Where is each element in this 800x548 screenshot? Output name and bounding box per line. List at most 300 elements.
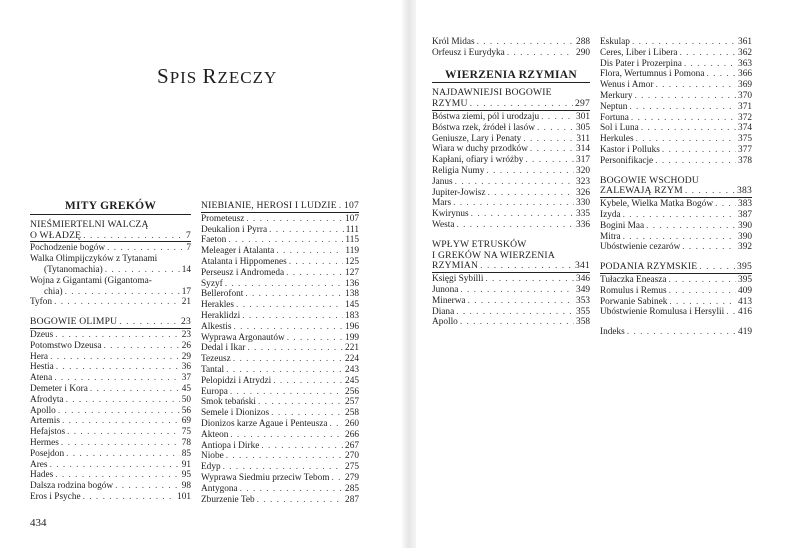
toc-entry[interactable] bbox=[201, 462, 359, 473]
section-heading-line[interactable] bbox=[432, 261, 590, 272]
entry-title: Meleager i Atalanta bbox=[201, 246, 275, 257]
dot-leader bbox=[257, 495, 343, 506]
entry-title: Kybele, Wielka Matka Bogów bbox=[600, 199, 714, 210]
section-heading-line[interactable] bbox=[432, 99, 590, 110]
entry-page-number: 320 bbox=[576, 165, 590, 176]
entry-page-number: 196 bbox=[345, 321, 359, 332]
toc-entry[interactable] bbox=[432, 296, 590, 307]
entry-title: Wiara w duchy przodków bbox=[432, 144, 528, 155]
entry-title: Bóstwa rzek, źródeł i lasów bbox=[432, 122, 536, 133]
entry-page-number: 363 bbox=[738, 58, 752, 69]
entry-page-number: 330 bbox=[576, 198, 590, 209]
dot-leader bbox=[685, 186, 735, 197]
dot-leader bbox=[105, 265, 180, 276]
section-heading bbox=[600, 176, 752, 199]
toc-entry[interactable] bbox=[600, 113, 752, 124]
dot-leader bbox=[488, 188, 575, 199]
section-heading-line[interactable] bbox=[30, 317, 191, 328]
entry-page-number: 362 bbox=[738, 47, 752, 58]
entry-title: Kastor i Polluks bbox=[600, 144, 660, 155]
entry-title: Porwanie Sabinek bbox=[600, 296, 668, 307]
entry-title: Heraklidzi bbox=[201, 310, 241, 321]
dot-leader bbox=[226, 365, 343, 376]
dot-leader bbox=[54, 297, 180, 308]
dot-leader bbox=[530, 144, 574, 155]
dot-leader bbox=[455, 177, 574, 188]
entry-title: Jupiter-Jowisz bbox=[432, 187, 486, 198]
entry-page-number: 257 bbox=[345, 397, 359, 408]
spacer bbox=[600, 318, 752, 327]
entry-page-number: 14 bbox=[181, 264, 191, 275]
entry-page-number: 37 bbox=[181, 373, 191, 384]
dot-leader bbox=[646, 221, 736, 232]
dot-leader bbox=[230, 387, 343, 398]
section-heading bbox=[201, 201, 359, 213]
dot-leader bbox=[655, 156, 736, 167]
entry-page-number: 107 bbox=[345, 213, 359, 224]
entry-title: Flora, Wertumnus i Pomona bbox=[600, 69, 705, 80]
dot-leader bbox=[66, 395, 180, 406]
entry-title: Hermes bbox=[30, 437, 59, 448]
dot-leader bbox=[55, 470, 179, 481]
entry-title: Ceres, Liber i Libera bbox=[600, 47, 678, 58]
dot-leader bbox=[119, 317, 179, 328]
entry-title: Westa bbox=[432, 219, 455, 230]
entry-page-number: 353 bbox=[576, 295, 590, 306]
dot-leader bbox=[682, 242, 736, 253]
dot-leader bbox=[245, 289, 343, 300]
dot-leader bbox=[726, 307, 736, 318]
entry-title: Junona bbox=[432, 284, 459, 295]
toc-entry[interactable] bbox=[600, 69, 752, 80]
toc-entry[interactable] bbox=[201, 279, 359, 290]
toc-entry[interactable] bbox=[432, 134, 590, 145]
dot-leader bbox=[67, 427, 180, 438]
entry-page-number: 366 bbox=[738, 69, 752, 80]
entry-title: Tułaczka Eneasza bbox=[600, 274, 667, 285]
toc-entry[interactable] bbox=[30, 427, 191, 438]
toc-entry[interactable] bbox=[600, 199, 752, 210]
dot-leader bbox=[50, 352, 180, 363]
dot-leader bbox=[50, 460, 180, 471]
entry-title: Janus bbox=[432, 176, 453, 187]
entry-title: Semele i Dionizos bbox=[201, 408, 270, 419]
toc-entry[interactable] bbox=[201, 354, 359, 365]
entry-title: WPŁYW ETRUSKÓW bbox=[432, 238, 527, 250]
entry-title: (Tytanomachia) bbox=[44, 264, 103, 275]
entry-title: Minerwa bbox=[432, 295, 466, 306]
dot-leader bbox=[233, 354, 343, 365]
dot-leader bbox=[55, 330, 179, 341]
toc-entry[interactable] bbox=[432, 112, 590, 123]
toc-entry[interactable] bbox=[30, 492, 191, 503]
entry-page-number: 390 bbox=[738, 220, 752, 231]
entry-page-number: 115 bbox=[345, 235, 359, 246]
toc-entry[interactable] bbox=[201, 333, 359, 344]
section-heading-line[interactable] bbox=[432, 240, 590, 251]
entry-title: RZYMU bbox=[432, 98, 468, 110]
entry-title: Wojna z Gigantami (Gigantoma- bbox=[30, 275, 152, 286]
entry-page-number: 75 bbox=[181, 427, 191, 438]
dot-leader bbox=[456, 307, 574, 318]
toc-entry[interactable] bbox=[600, 80, 752, 91]
dot-leader bbox=[662, 145, 736, 156]
toc-entry[interactable] bbox=[600, 221, 752, 232]
toc-entry[interactable] bbox=[432, 144, 590, 155]
toc-entry[interactable] bbox=[30, 243, 191, 254]
toc-entry[interactable] bbox=[201, 419, 359, 430]
entry-title: Wyprawa Siedmiu przeciw Tebom bbox=[201, 472, 330, 483]
toc-entry[interactable] bbox=[30, 297, 191, 308]
entry-title: Zburzenie Teb bbox=[201, 494, 255, 505]
entry-title: Kwirynus bbox=[432, 209, 469, 220]
toc-entry[interactable] bbox=[432, 37, 590, 48]
entry-page-number: 125 bbox=[345, 256, 359, 267]
entry-title: RZYMIAN bbox=[432, 260, 479, 272]
dot-leader bbox=[56, 362, 180, 373]
entry-title: Hades bbox=[30, 470, 54, 481]
toc-entry[interactable] bbox=[30, 460, 191, 471]
toc-entry[interactable] bbox=[30, 341, 191, 352]
toc-entry[interactable] bbox=[201, 484, 359, 495]
toc-entry[interactable] bbox=[30, 416, 191, 427]
toc-entry[interactable] bbox=[30, 470, 191, 481]
dot-leader bbox=[456, 220, 574, 231]
toc-entry[interactable] bbox=[600, 307, 752, 318]
toc-entry[interactable] bbox=[201, 268, 359, 279]
toc-column-roman-gods bbox=[600, 37, 752, 338]
toc-entry[interactable] bbox=[30, 287, 191, 298]
toc-entry[interactable] bbox=[432, 48, 590, 59]
toc-entry[interactable] bbox=[201, 343, 359, 354]
dot-leader bbox=[330, 419, 344, 430]
entry-title: Fortuna bbox=[600, 112, 629, 123]
book-gutter bbox=[402, 0, 416, 548]
dot-leader bbox=[623, 210, 736, 221]
toc-entry[interactable] bbox=[600, 145, 752, 156]
dot-leader bbox=[635, 91, 737, 102]
entry-title: Wyprawa Argonautów bbox=[201, 332, 285, 343]
section-heading-line[interactable] bbox=[201, 201, 359, 212]
entry-page-number: 36 bbox=[181, 362, 191, 373]
entry-title: Sol i Luna bbox=[600, 123, 639, 134]
toc-entry[interactable] bbox=[600, 286, 752, 297]
section-heading-line[interactable] bbox=[600, 186, 752, 197]
toc-entry[interactable] bbox=[600, 156, 752, 167]
toc-entry[interactable] bbox=[432, 307, 590, 318]
entry-title: NIEŚMIERTELNI WALCZĄ bbox=[30, 218, 149, 230]
toc-entry[interactable] bbox=[432, 274, 590, 285]
entry-page-number: 243 bbox=[345, 364, 359, 375]
toc-entry[interactable] bbox=[600, 91, 752, 102]
entry-page-number: 372 bbox=[738, 112, 752, 123]
toc-entry[interactable] bbox=[600, 232, 752, 243]
toc-entry[interactable] bbox=[201, 376, 359, 387]
dot-leader bbox=[287, 333, 343, 344]
toc-entry[interactable] bbox=[30, 276, 191, 287]
entry-page-number: 275 bbox=[345, 462, 359, 473]
entry-title: Kapłani, ofiary i wróżby bbox=[432, 155, 524, 166]
toc-entry[interactable] bbox=[432, 220, 590, 231]
toc-entry[interactable] bbox=[201, 300, 359, 311]
toc-entry[interactable] bbox=[30, 481, 191, 492]
toc-entry[interactable] bbox=[30, 438, 191, 449]
toc-entry[interactable] bbox=[201, 441, 359, 452]
entry-page-number: 387 bbox=[738, 209, 752, 220]
toc-entry[interactable] bbox=[432, 177, 590, 188]
section-heading bbox=[432, 88, 590, 111]
entry-title: Antygona bbox=[201, 483, 238, 494]
toc-entry[interactable] bbox=[30, 449, 191, 460]
entry-title: Potomstwo Dzeusa bbox=[30, 340, 102, 351]
toc-entry[interactable] bbox=[201, 225, 359, 236]
toc-entry-index[interactable] bbox=[600, 327, 752, 338]
toc-entry[interactable] bbox=[30, 352, 191, 363]
entry-page-number: 107 bbox=[344, 200, 359, 211]
toc-entry[interactable] bbox=[432, 317, 590, 328]
toc-entry[interactable] bbox=[432, 155, 590, 166]
entry-page-number: 7 bbox=[186, 229, 191, 241]
entry-page-number: 374 bbox=[738, 123, 752, 134]
entry-page-number: 91 bbox=[181, 459, 191, 470]
toc-entry[interactable] bbox=[30, 254, 191, 265]
toc-entry[interactable] bbox=[201, 451, 359, 462]
toc-entry[interactable] bbox=[600, 297, 752, 308]
entry-page-number: 416 bbox=[738, 307, 752, 318]
entry-title: Król Midas bbox=[432, 37, 475, 47]
dot-leader bbox=[107, 243, 184, 254]
entry-title: Diana bbox=[432, 306, 455, 317]
dot-leader bbox=[632, 37, 736, 48]
entry-page-number: 245 bbox=[345, 375, 359, 386]
entry-page-number: 127 bbox=[345, 267, 359, 278]
entry-page-number: 361 bbox=[738, 37, 752, 47]
dot-leader bbox=[61, 438, 180, 449]
toc-entry[interactable] bbox=[432, 285, 590, 296]
toc-entry[interactable] bbox=[201, 473, 359, 484]
toc-entry[interactable] bbox=[201, 408, 359, 419]
dot-leader bbox=[276, 246, 343, 257]
toc-column-heroes bbox=[201, 201, 359, 505]
entry-page-number: 17 bbox=[181, 286, 191, 297]
toc-entry[interactable] bbox=[201, 257, 359, 268]
toc-entry[interactable] bbox=[30, 362, 191, 373]
entry-page-number: 256 bbox=[345, 386, 359, 397]
dot-leader bbox=[230, 430, 343, 441]
dot-leader bbox=[706, 69, 736, 80]
entry-page-number: 326 bbox=[576, 187, 590, 198]
toc-entry[interactable] bbox=[600, 242, 752, 253]
entry-page-number: 349 bbox=[576, 284, 590, 295]
entry-page-number: 383 bbox=[738, 199, 752, 210]
toc-entry[interactable] bbox=[600, 102, 752, 113]
dot-leader bbox=[83, 492, 175, 503]
toc-column-greek-myths bbox=[30, 201, 191, 503]
toc-entry[interactable] bbox=[432, 123, 590, 134]
entry-title: Bóstwa ziemi, pól i urodzaju bbox=[432, 111, 540, 122]
toc-entry[interactable] bbox=[201, 235, 359, 246]
dot-leader bbox=[246, 214, 343, 225]
dot-leader bbox=[480, 261, 573, 272]
entry-title: Geniusze, Lary i Penaty bbox=[432, 133, 522, 144]
dot-leader bbox=[228, 235, 343, 246]
entry-title: Bellerofont bbox=[201, 289, 244, 300]
entry-page-number: 409 bbox=[738, 285, 752, 296]
dot-leader bbox=[541, 112, 574, 123]
entry-page-number: 390 bbox=[738, 231, 752, 242]
entry-page-number: 288 bbox=[576, 37, 590, 47]
entry-page-number: 183 bbox=[345, 310, 359, 321]
entry-page-number: 346 bbox=[576, 274, 590, 285]
toc-entry[interactable] bbox=[30, 373, 191, 384]
toc-entry[interactable] bbox=[600, 37, 752, 48]
toc-entry[interactable] bbox=[600, 275, 752, 286]
spacer bbox=[432, 59, 590, 70]
entry-title: chia) bbox=[44, 286, 63, 297]
toc-entry[interactable] bbox=[30, 395, 191, 406]
entry-title: BOGOWIE OLIMPU bbox=[30, 316, 118, 328]
dot-leader bbox=[242, 311, 343, 322]
section-heading-line[interactable] bbox=[30, 220, 191, 231]
section-heading bbox=[30, 220, 191, 243]
entry-title: Europa bbox=[201, 386, 228, 397]
section-heading bbox=[30, 317, 191, 329]
entry-title: Afrodyta bbox=[30, 394, 64, 405]
entry-title: Dalsza rodzina bogów bbox=[30, 481, 114, 492]
entry-title: Akteon bbox=[201, 429, 229, 440]
entry-page-number: 301 bbox=[576, 111, 590, 122]
entry-page-number: 290 bbox=[576, 47, 590, 58]
dot-leader bbox=[486, 166, 574, 177]
entry-page-number: 136 bbox=[345, 278, 359, 289]
entry-title: Hefajstos bbox=[30, 427, 66, 438]
section-heading-line[interactable] bbox=[600, 262, 752, 273]
toc-entry[interactable] bbox=[201, 214, 359, 225]
entry-title: Tyfon bbox=[30, 297, 53, 308]
toc-entry[interactable] bbox=[432, 209, 590, 220]
entry-title: Tezeusz bbox=[201, 354, 231, 365]
entry-title: Smok tebański bbox=[201, 397, 257, 408]
toc-entry[interactable] bbox=[201, 246, 359, 257]
dot-leader bbox=[507, 48, 574, 59]
dot-leader bbox=[460, 285, 574, 296]
toc-entry[interactable] bbox=[201, 495, 359, 506]
entry-title: Romulus i Remus bbox=[600, 285, 667, 296]
entry-page-number: 56 bbox=[181, 405, 191, 416]
toc-entry[interactable] bbox=[600, 134, 752, 145]
entry-page-number: 267 bbox=[345, 440, 359, 451]
entry-page-number: 323 bbox=[576, 176, 590, 187]
toc-entry[interactable] bbox=[201, 365, 359, 376]
entry-page-number: 311 bbox=[576, 133, 590, 144]
page-number: 434 bbox=[30, 517, 47, 529]
toc-entry[interactable] bbox=[30, 265, 191, 276]
toc-entry[interactable] bbox=[201, 397, 359, 408]
entry-page-number: 305 bbox=[576, 122, 590, 133]
entry-page-number: 266 bbox=[345, 429, 359, 440]
entry-title: Edyp bbox=[201, 462, 221, 473]
entry-title: Eros i Psyche bbox=[30, 491, 81, 502]
entry-title: Religia Numy bbox=[432, 165, 485, 176]
entry-title: Bogini Maa bbox=[600, 220, 645, 231]
toc-entry[interactable] bbox=[600, 48, 752, 59]
entry-title: Merkury bbox=[600, 90, 633, 101]
entry-title: ZALEWAJĄ RZYM bbox=[600, 185, 683, 197]
entry-page-number: 78 bbox=[181, 437, 191, 448]
entry-page-number: 371 bbox=[738, 101, 752, 112]
toc-entry[interactable] bbox=[201, 289, 359, 300]
entry-title: PODANIA RZYMSKIE bbox=[600, 261, 698, 273]
entry-title: Perseusz i Andromeda bbox=[201, 267, 285, 278]
entry-title: Hestia bbox=[30, 362, 54, 373]
dot-leader bbox=[523, 134, 574, 145]
dot-leader bbox=[525, 155, 574, 166]
entry-title: Walka Olimpijczyków z Tytanami bbox=[30, 254, 158, 265]
toc-entry[interactable] bbox=[30, 384, 191, 395]
entry-page-number: 377 bbox=[738, 144, 752, 155]
dot-leader bbox=[223, 462, 343, 473]
dot-leader bbox=[655, 80, 736, 91]
toc-entry[interactable] bbox=[201, 430, 359, 441]
entry-page-number: 199 bbox=[345, 332, 359, 343]
dot-leader bbox=[339, 201, 342, 212]
dot-leader bbox=[629, 102, 736, 113]
dot-leader bbox=[684, 59, 736, 70]
toc-entry[interactable] bbox=[432, 198, 590, 209]
entry-title: BOGOWIE WSCHODU bbox=[600, 174, 700, 186]
toc-entry[interactable] bbox=[201, 387, 359, 398]
part-heading-roman-beliefs: WIERZENIA RZYMIAN bbox=[432, 70, 590, 84]
dot-leader bbox=[269, 225, 344, 236]
toc-entry[interactable] bbox=[432, 188, 590, 199]
entry-title: Izyda bbox=[600, 209, 621, 220]
entry-page-number: 297 bbox=[575, 98, 590, 110]
toc-entry[interactable] bbox=[201, 322, 359, 333]
dot-leader bbox=[627, 327, 736, 338]
dot-leader bbox=[331, 473, 343, 484]
entry-title: Dis Pater i Prozerpina bbox=[600, 58, 682, 69]
toc-entry[interactable] bbox=[600, 59, 752, 70]
entry-page-number: 26 bbox=[181, 340, 191, 351]
section-heading-line[interactable] bbox=[30, 231, 191, 242]
entry-title: Mitra bbox=[600, 231, 621, 242]
entry-page-number: 419 bbox=[738, 327, 752, 338]
entry-page-number: 285 bbox=[345, 483, 359, 494]
toc-entry[interactable] bbox=[201, 311, 359, 322]
dot-leader bbox=[247, 343, 343, 354]
entry-title: Dionizos karze Agaue i Penteusza bbox=[201, 418, 328, 429]
toc-entry[interactable] bbox=[432, 166, 590, 177]
dot-leader bbox=[471, 209, 574, 220]
entry-title: Demeter i Kora bbox=[30, 383, 88, 394]
entry-page-number: 45 bbox=[181, 383, 191, 394]
toc-entry[interactable] bbox=[30, 406, 191, 417]
dot-leader bbox=[90, 384, 180, 395]
dot-leader bbox=[115, 481, 180, 492]
entry-title: Personifikacje bbox=[600, 155, 654, 166]
entry-page-number: 358 bbox=[576, 317, 590, 328]
entry-page-number: 369 bbox=[738, 80, 752, 91]
toc-entry[interactable] bbox=[30, 330, 191, 341]
dot-leader bbox=[453, 198, 574, 209]
entry-page-number: 270 bbox=[345, 451, 359, 462]
toc-entry[interactable] bbox=[600, 210, 752, 221]
entry-page-number: 23 bbox=[181, 329, 191, 340]
toc-entry[interactable] bbox=[600, 123, 752, 134]
dot-leader bbox=[641, 123, 736, 134]
entry-page-number: 287 bbox=[345, 494, 359, 505]
entry-title: Ubóstwienie Romulusa i Hersylii bbox=[600, 307, 725, 318]
